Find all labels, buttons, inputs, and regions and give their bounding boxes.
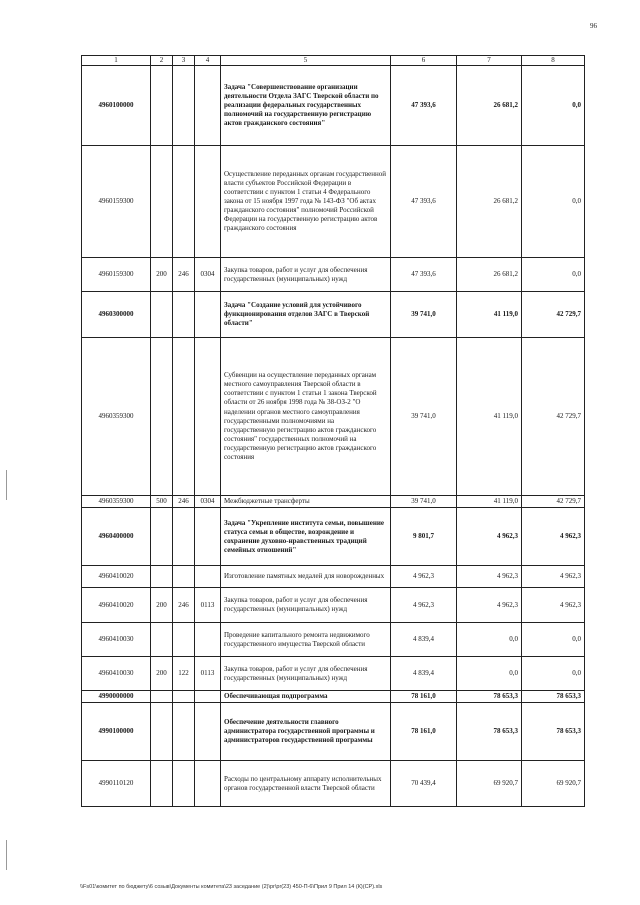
ministry-code-cell: 246 [173, 258, 195, 292]
table-row [82, 703, 585, 761]
section-code-cell [195, 508, 221, 566]
ministry-code-cell [173, 566, 195, 588]
ministry-code-cell [173, 292, 195, 338]
ministry-code-cell [173, 508, 195, 566]
amount-year1-cell: 4 839,4 [391, 657, 457, 691]
description-cell: Субвенции на осуществление переданных органам местного самоуправления Тверской области в соответствии с пунктом 1 статьи 1 закона Тверской области от 26 ноября 1998 года № 38-ОЗ-2 "О наделении органов местного самоуправления государственными полномочиями на государственную регистрацию актов гражданского состояния" государственных полномочий на государственную регистрацию актов гражданского состояния [221, 338, 391, 496]
table-row [82, 258, 585, 292]
table-row [82, 623, 585, 657]
amount-year1-cell: 4 962,3 [391, 588, 457, 623]
expense-type-cell [151, 146, 173, 258]
expense-type-cell [151, 508, 173, 566]
amount-year3-cell: 0,0 [522, 258, 585, 292]
expense-type-cell: 200 [151, 588, 173, 623]
amount-year1-cell: 39 741,0 [391, 338, 457, 496]
budget-code-cell: 4990100000 [82, 703, 151, 761]
expense-type-cell [151, 338, 173, 496]
description-cell: Задача "Совершенствование организации деятельности Отдела ЗАГС Тверской области по реализации федеральных государственных полномочий на государственную регистрацию актов гражданского состояния" [221, 66, 391, 146]
amount-year1-cell: 4 839,4 [391, 623, 457, 657]
column-header: 1 [82, 56, 151, 66]
table-row [82, 588, 585, 623]
section-code-cell: 0304 [195, 258, 221, 292]
budget-table [81, 55, 585, 807]
table-row [82, 338, 585, 496]
ministry-code-cell [173, 66, 195, 146]
budget-code-cell: 4960410020 [82, 588, 151, 623]
expense-type-cell [151, 292, 173, 338]
binding-mark [6, 840, 7, 870]
amount-year1-cell: 9 801,7 [391, 508, 457, 566]
amount-year2-cell: 4 962,3 [457, 566, 522, 588]
table-row [82, 508, 585, 566]
table-row [82, 657, 585, 691]
budget-code-cell: 4960410030 [82, 623, 151, 657]
section-code-cell [195, 292, 221, 338]
section-code-cell: 0113 [195, 657, 221, 691]
amount-year3-cell: 69 920,7 [522, 761, 585, 807]
description-cell: Проведение капитального ремонта недвижимого государственного имущества Тверской области [221, 623, 391, 657]
column-header: 4 [195, 56, 221, 66]
expense-type-cell [151, 623, 173, 657]
amount-year2-cell: 41 119,0 [457, 292, 522, 338]
budget-code-cell: 4960359300 [82, 338, 151, 496]
section-code-cell: 0304 [195, 496, 221, 508]
section-code-cell [195, 691, 221, 703]
amount-year3-cell: 0,0 [522, 66, 585, 146]
amount-year2-cell: 78 653,3 [457, 703, 522, 761]
description-cell: Обеспечение деятельности главного администратора государственной программы и администраторов государственной программы [221, 703, 391, 761]
column-header: 2 [151, 56, 173, 66]
ministry-code-cell [173, 703, 195, 761]
amount-year2-cell: 41 119,0 [457, 496, 522, 508]
expense-type-cell [151, 66, 173, 146]
amount-year1-cell: 78 161,0 [391, 703, 457, 761]
column-header: 5 [221, 56, 391, 66]
description-cell: Задача "Укрепление института семьи, повышение статуса семьи в обществе, возрождение и сохранение духовно-нравственных традиций семейных отношений" [221, 508, 391, 566]
budget-code-cell: 4990110120 [82, 761, 151, 807]
expense-type-cell: 500 [151, 496, 173, 508]
ministry-code-cell: 246 [173, 496, 195, 508]
section-code-cell [195, 338, 221, 496]
amount-year1-cell: 47 393,6 [391, 258, 457, 292]
budget-code-cell: 4960159300 [82, 258, 151, 292]
column-header: 8 [522, 56, 585, 66]
description-cell: Межбюджетные трансферты [221, 496, 391, 508]
section-code-cell [195, 761, 221, 807]
budget-code-cell: 4990000000 [82, 691, 151, 703]
amount-year3-cell: 0,0 [522, 146, 585, 258]
amount-year3-cell: 42 729,7 [522, 496, 585, 508]
amount-year3-cell: 0,0 [522, 623, 585, 657]
expense-type-cell [151, 703, 173, 761]
description-cell: Осуществление переданных органам государственной власти субъектов Российской Федерации в соответствии с пунктом 1 статьи 4 Федерального закона от 15 ноября 1997 года № 143-ФЗ "Об актах гражданского состояния" полномочий Российской Федерации на государственную регистрацию актов гражданского состояния [221, 146, 391, 258]
section-code-cell [195, 66, 221, 146]
description-cell: Закупка товаров, работ и услуг для обеспечения государственных (муниципальных) нужд [221, 657, 391, 691]
section-code-cell [195, 146, 221, 258]
section-code-cell: 0113 [195, 588, 221, 623]
budget-code-cell: 4960410020 [82, 566, 151, 588]
binding-mark [6, 470, 7, 500]
amount-year1-cell: 39 741,0 [391, 292, 457, 338]
description-cell: Изготовление памятных медалей для новорожденных [221, 566, 391, 588]
ministry-code-cell [173, 691, 195, 703]
ministry-code-cell [173, 146, 195, 258]
amount-year3-cell: 4 962,3 [522, 566, 585, 588]
ministry-code-cell: 246 [173, 588, 195, 623]
description-cell: Закупка товаров, работ и услуг для обеспечения государственных (муниципальных) нужд [221, 588, 391, 623]
amount-year2-cell: 26 681,2 [457, 146, 522, 258]
amount-year2-cell: 0,0 [457, 623, 522, 657]
column-number-row [82, 56, 585, 66]
description-cell: Обеспечивающая подпрограмма [221, 691, 391, 703]
amount-year1-cell: 39 741,0 [391, 496, 457, 508]
amount-year2-cell: 26 681,2 [457, 66, 522, 146]
expense-type-cell [151, 691, 173, 703]
amount-year2-cell: 0,0 [457, 657, 522, 691]
table-row [82, 66, 585, 146]
table-row [82, 761, 585, 807]
ministry-code-cell [173, 761, 195, 807]
amount-year2-cell: 26 681,2 [457, 258, 522, 292]
table-body [82, 66, 585, 807]
amount-year3-cell: 4 962,3 [522, 508, 585, 566]
amount-year1-cell: 70 439,4 [391, 761, 457, 807]
amount-year2-cell: 4 962,3 [457, 508, 522, 566]
budget-code-cell: 4960400000 [82, 508, 151, 566]
description-cell: Задача "Создание условий для устойчивого функционирования отделов ЗАГС в Тверской области" [221, 292, 391, 338]
amount-year1-cell: 78 161,0 [391, 691, 457, 703]
expense-type-cell [151, 566, 173, 588]
column-header: 3 [173, 56, 195, 66]
section-code-cell [195, 703, 221, 761]
amount-year1-cell: 47 393,6 [391, 66, 457, 146]
expense-type-cell: 200 [151, 258, 173, 292]
amount-year3-cell: 78 653,3 [522, 691, 585, 703]
description-cell: Расходы по центральному аппарату исполнительных органов государственной власти Тверской области [221, 761, 391, 807]
section-code-cell [195, 623, 221, 657]
table-row [82, 496, 585, 508]
budget-code-cell: 4960100000 [82, 66, 151, 146]
table-row [82, 292, 585, 338]
table-row [82, 566, 585, 588]
file-path-footer: \\Fs01\комитет по бюджету\6 созыв\Документы комитета\23 заседание (2)\pr\pr(23) 450-П-6\Прил 9 Прил 14 (К)(СР).xls [80, 884, 383, 890]
expense-type-cell: 200 [151, 657, 173, 691]
budget-code-cell: 4960159300 [82, 146, 151, 258]
amount-year1-cell: 47 393,6 [391, 146, 457, 258]
budget-code-cell: 4960300000 [82, 292, 151, 338]
amount-year2-cell: 69 920,7 [457, 761, 522, 807]
section-code-cell [195, 566, 221, 588]
amount-year3-cell: 0,0 [522, 657, 585, 691]
column-header: 6 [391, 56, 457, 66]
amount-year3-cell: 42 729,7 [522, 338, 585, 496]
amount-year1-cell: 4 962,3 [391, 566, 457, 588]
amount-year2-cell: 78 653,3 [457, 691, 522, 703]
column-header: 7 [457, 56, 522, 66]
budget-code-cell: 4960410030 [82, 657, 151, 691]
table-row [82, 146, 585, 258]
description-cell: Закупка товаров, работ и услуг для обеспечения государственных (муниципальных) нужд [221, 258, 391, 292]
amount-year3-cell: 78 653,3 [522, 703, 585, 761]
budget-code-cell: 4960359300 [82, 496, 151, 508]
ministry-code-cell [173, 338, 195, 496]
expense-type-cell [151, 761, 173, 807]
table-row [82, 691, 585, 703]
amount-year2-cell: 4 962,3 [457, 588, 522, 623]
page-number: 96 [590, 22, 597, 30]
amount-year3-cell: 42 729,7 [522, 292, 585, 338]
ministry-code-cell [173, 623, 195, 657]
ministry-code-cell: 122 [173, 657, 195, 691]
amount-year2-cell: 41 119,0 [457, 338, 522, 496]
amount-year3-cell: 4 962,3 [522, 588, 585, 623]
